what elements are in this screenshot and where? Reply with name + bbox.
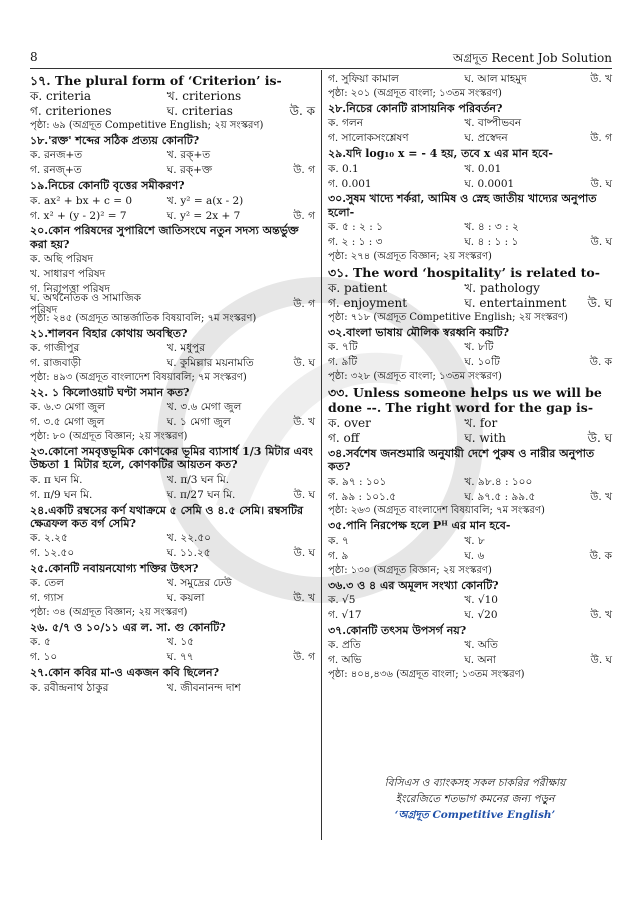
option: খ. criterions bbox=[166, 89, 242, 104]
option: খ. রক্+ত bbox=[166, 149, 211, 162]
answer-key: উ. ঘ bbox=[293, 357, 315, 370]
option-row bbox=[30, 650, 315, 665]
source-reference: পৃষ্ঠা: ৭১৮ (অগ্রদূত Competitive English; ২য় সংস্করণ) bbox=[328, 311, 568, 323]
question-text: ২২. ১ কিলোওয়াট ঘণ্টা সমান কত? bbox=[30, 385, 190, 399]
option: ঘ. entertainment bbox=[464, 296, 567, 311]
option: খ. জীবনানন্দ দাশ bbox=[166, 681, 241, 694]
option: ক. ৬.৩ মেগা জুল bbox=[30, 401, 105, 414]
question-text: ২৮.নিচের কোনটি রাসায়নিক পরিবর্তন? bbox=[328, 102, 503, 115]
question-text: ২৪.একটি রম্বসের কর্ণ যথাক্রমে ৫ সেমি ও ৪.৫ সেমি। রম্বসটির ক্ষেত্রফল কত বর্গ সেমি? bbox=[30, 503, 304, 530]
option: খ. মধুপুর bbox=[166, 342, 205, 355]
question-text: ৩৭.কোনটি তৎসম উপসর্গ নয়? bbox=[328, 623, 467, 637]
question-text: ১৭. The plural form of ‘Criterion’ is- bbox=[30, 73, 282, 88]
question-text: ২১.শালবন বিহার কোথায় অবস্থিত? bbox=[30, 326, 188, 340]
option-row bbox=[328, 131, 612, 146]
answer-key: উ. গ bbox=[293, 209, 315, 222]
option: ঘ. ১ মেগা জুল bbox=[166, 416, 231, 429]
book-promo bbox=[360, 776, 590, 823]
answer-key: উ. ঘ bbox=[587, 431, 612, 446]
source-reference: পৃষ্ঠা: ২৪৫ (অগ্রদূত আন্তর্জাতিক বিষয়াবলি; ৭ম সংস্করণ) bbox=[30, 312, 257, 324]
option-row bbox=[30, 488, 315, 503]
question-block bbox=[328, 385, 612, 446]
question-block bbox=[30, 327, 315, 384]
option: খ. ২২.৫০ bbox=[166, 532, 211, 545]
question-block bbox=[30, 504, 315, 561]
option: খ. বাষ্পীভবন bbox=[464, 117, 522, 130]
option-row bbox=[328, 431, 612, 446]
option: গ. ২ : ১ : ৩ bbox=[328, 235, 383, 248]
column-divider bbox=[321, 70, 322, 840]
option: ঘ. আল মাহমুদ bbox=[464, 73, 527, 86]
option: গ. criteriones bbox=[30, 104, 112, 119]
option: খ. π/3 ঘন মি. bbox=[166, 473, 230, 486]
option: ক. ax² + bx + c = 0 bbox=[30, 194, 133, 207]
option: ক. রনজ+ত bbox=[30, 149, 83, 162]
option-row bbox=[30, 291, 315, 317]
option-row bbox=[328, 281, 612, 296]
option-row bbox=[30, 576, 315, 591]
option: গ. ১২.৫০ bbox=[30, 547, 75, 560]
option: খ. y² = a(x - 2) bbox=[166, 194, 244, 207]
option: খ. সমুদ্রের ঢেউ bbox=[166, 577, 232, 590]
source-reference: পৃষ্ঠা: ১৩০ (অগ্রদূত বিজ্ঞান; ২য় সংস্করণ) bbox=[328, 564, 492, 576]
question-block bbox=[30, 445, 315, 502]
option: খ. ৪ : ৩ : ২ bbox=[464, 220, 519, 233]
answer-key: উ. ঘ bbox=[590, 177, 612, 190]
option-row bbox=[30, 104, 315, 119]
option: ঘ. ৬ bbox=[464, 549, 485, 562]
option-row bbox=[328, 489, 612, 504]
option: খ. ১৫ bbox=[166, 636, 194, 649]
promo-line-1: বিসিএস ও ব্যাংকসহ সকল চাকরির পরীক্ষায় bbox=[384, 777, 566, 789]
source-reference: পৃষ্ঠা: ২৭৪ (অগ্রদূত বিজ্ঞান; ২য় সংস্করণ) bbox=[328, 250, 492, 262]
option: ক. 0.1 bbox=[328, 162, 359, 175]
option: গ. সালোকসংশ্লেষণ bbox=[328, 132, 409, 145]
option: গ. off bbox=[328, 431, 360, 446]
answer-key: উ. খ bbox=[590, 608, 612, 621]
option: গ. π/9 ঘন মি. bbox=[30, 488, 93, 501]
option: ঘ. criterias bbox=[166, 104, 233, 119]
option-line: খ. সাধারণ পরিষদ bbox=[30, 267, 106, 280]
question-text: ১৮.'রক্ত' শব্দের সঠিক প্রত্যয় কোনটি? bbox=[30, 134, 200, 147]
option: ক. প্রতি bbox=[328, 639, 361, 652]
option: গ. ৯ bbox=[328, 549, 349, 562]
answer-key: উ. ক bbox=[289, 104, 315, 119]
option: খ. for bbox=[464, 416, 498, 431]
answer-key: উ. ক bbox=[589, 549, 612, 562]
option: খ. ৮টি bbox=[464, 341, 494, 354]
answer-key: উ. ক bbox=[589, 356, 612, 369]
option-row bbox=[328, 161, 612, 176]
source-reference: পৃষ্ঠা: ৩৪ (অগ্রদূত বিজ্ঞান; ২য় সংস্করণ) bbox=[30, 607, 188, 619]
option-row bbox=[30, 415, 315, 430]
option-row bbox=[30, 148, 315, 163]
option-row bbox=[328, 220, 612, 235]
source-reference: পৃষ্ঠা: ৩২৮ (অগ্রদূত বাংলা; ১৩তম সংস্করণ) bbox=[328, 370, 502, 382]
option: ঘ. π/27 ঘন মি. bbox=[166, 488, 236, 501]
option-row bbox=[328, 608, 612, 623]
option-line: গ. নিরাপত্তা পরিষদ bbox=[30, 282, 110, 295]
option: ঘ. কয়লা bbox=[166, 592, 205, 605]
question-block bbox=[30, 666, 315, 695]
option: ঘ. ৯৭.৫ : ৯৯.৫ bbox=[464, 490, 536, 503]
answer-key: উ. ঘ bbox=[590, 654, 612, 667]
question-text: ৩২.বাংলা ভাষায় মৌলিক স্বরধ্বনি কয়টি? bbox=[328, 325, 510, 339]
option: ঘ. অর্থনৈতিক ও সামাজিক পরিষদ bbox=[30, 291, 141, 317]
option: ক. π ঘন মি. bbox=[30, 473, 83, 486]
option: খ. pathology bbox=[464, 281, 540, 296]
answer-key: উ. গ bbox=[293, 651, 315, 664]
right-column bbox=[328, 72, 612, 683]
option-row bbox=[328, 653, 612, 668]
option: ক. ৭টি bbox=[328, 341, 358, 354]
answer-key: উ. ঘ bbox=[590, 235, 612, 248]
option: ঘ. ১১.২৫ bbox=[166, 547, 211, 560]
option-row bbox=[328, 534, 612, 549]
question-block bbox=[328, 192, 612, 262]
option-row bbox=[328, 116, 612, 131]
option: গ. ৯৯ : ১০১.৫ bbox=[328, 490, 397, 503]
option: ঘ. y² = 2x + 7 bbox=[166, 209, 241, 222]
question-block bbox=[328, 72, 612, 100]
question-block bbox=[30, 621, 315, 665]
promo-line-2: ইংরেজিতে শতভাগ কমনের জন্য পড়ুন bbox=[395, 792, 555, 805]
option: গ. √17 bbox=[328, 608, 362, 621]
option: খ. অতি bbox=[464, 639, 498, 652]
option: খ. ৩.৬ মেগা জুল bbox=[166, 401, 242, 414]
question-block bbox=[30, 73, 315, 132]
option: গ. enjoyment bbox=[328, 296, 408, 311]
option: ক. √5 bbox=[328, 593, 356, 606]
option: ক. তেল bbox=[30, 577, 64, 590]
option-row bbox=[30, 531, 315, 546]
option-row bbox=[30, 473, 315, 488]
question-text: ২৩.কোনো সমবৃত্তভূমিক কোণকের ভূমির ব্যাসার্ধ 1/3 মিটার এবং উচ্চতা 1 মিটার হলে, কোণকটির আয়তন কত? bbox=[30, 445, 313, 472]
page-header bbox=[30, 48, 612, 69]
question-text: ২৬. ৫/৭ ও ১০/১১ এর ল. সা. গু কোনটি? bbox=[30, 621, 226, 635]
answer-key: উ. ঘ bbox=[587, 296, 612, 311]
source-reference: পৃষ্ঠা: ৮০ (অগ্রদূত বিজ্ঞান; ২য় সংস্করণ) bbox=[30, 431, 188, 443]
question-text: ৩০.সুষম খাদ্যে শর্করা, আমিষ ও স্নেহ জাতীয় খাদ্যের অনুপাত হলো- bbox=[328, 192, 597, 219]
option-row bbox=[328, 593, 612, 608]
option: খ. √10 bbox=[464, 593, 498, 606]
question-text: ২০.কোন পরিষদের সুপারিশে জাতিসংঘে নতুন সদস্য অন্তর্ভুক্ত করা হয়? bbox=[30, 224, 299, 251]
question-text: ৩৬.৩ ও ৪ এর অমূলদ সংখ্যা কোনটি? bbox=[328, 578, 499, 592]
option: খ. ৯৮.৪ : ১০০ bbox=[464, 475, 533, 488]
source-reference: পৃষ্ঠা: ৬৯ (অগ্রদূত Competitive English; ২য় সংস্করণ) bbox=[30, 120, 264, 131]
answer-key: উ. খ bbox=[293, 592, 315, 605]
question-block bbox=[328, 102, 612, 146]
option-row bbox=[30, 89, 315, 104]
source-reference: পৃষ্ঠা: ৪৯৩ (অগ্রদূত বাংলাদেশ বিষয়াবলি; ৭ম সংস্করণ) bbox=[30, 371, 247, 383]
question-block bbox=[328, 147, 612, 191]
option-row bbox=[328, 549, 612, 564]
option: ঘ. ৪ : ১ : ১ bbox=[464, 235, 519, 248]
left-column bbox=[30, 72, 315, 696]
option-row bbox=[328, 355, 612, 370]
option-row bbox=[328, 176, 612, 191]
option-row bbox=[328, 340, 612, 355]
option: গ. ৯টি bbox=[328, 356, 358, 369]
option: ঘ. রক্+ক্ত bbox=[166, 164, 213, 177]
question-block bbox=[30, 386, 315, 443]
answer-key: উ. গ bbox=[590, 132, 612, 145]
question-text: ৩১. The word ‘hospitality’ is related to- bbox=[328, 264, 600, 280]
option-row bbox=[328, 638, 612, 653]
question-text: ১৯.নিচের কোনটি বৃত্তের সমীকরণ? bbox=[30, 179, 185, 193]
option-row bbox=[30, 680, 315, 695]
question-block bbox=[328, 624, 612, 681]
question-text: ২৭.কোন কবির মা-ও একজন কবি ছিলেন? bbox=[30, 666, 220, 680]
option-line: ক. অছি পরিষদ bbox=[30, 252, 94, 265]
option-row bbox=[328, 416, 612, 431]
question-block bbox=[328, 326, 612, 383]
option: ক. ২.২৫ bbox=[30, 532, 68, 545]
option: গ. সুফিয়া কামাল bbox=[328, 73, 399, 86]
option-row bbox=[30, 163, 315, 178]
option-row bbox=[30, 591, 315, 606]
option-row bbox=[30, 193, 315, 208]
answer-key: উ. ঘ bbox=[293, 488, 315, 501]
promo-line-3: ‘অগ্রদূত Competitive English’ bbox=[394, 808, 556, 821]
answer-key: উ. গ bbox=[293, 164, 315, 177]
question-block bbox=[328, 265, 612, 324]
option: গ. অভি bbox=[328, 654, 362, 667]
option-row bbox=[30, 635, 315, 650]
option: ক. গলন bbox=[328, 117, 363, 130]
question-block bbox=[30, 179, 315, 223]
option: গ. রাজবাড়ী bbox=[30, 357, 82, 370]
source-reference: পৃষ্ঠা: ২৬৩ (অগ্রদূত বাংলাদেশ বিষয়াবলি; ৭ম সংস্করণ) bbox=[328, 505, 545, 517]
option-row bbox=[328, 474, 612, 489]
question-text: ৩৩. Unless someone helps us we will be done --. The right word for the gap is- bbox=[328, 384, 602, 415]
option: ক. ৭ bbox=[328, 534, 349, 547]
answer-key: উ. খ bbox=[590, 490, 612, 503]
question-block bbox=[30, 562, 315, 619]
option: ক. রবীন্দ্রনাথ ঠাকুর bbox=[30, 681, 109, 694]
question-block bbox=[30, 134, 315, 178]
answer-key: উ. ঘ bbox=[293, 547, 315, 560]
running-title: অগ্রদূত Recent Job Solution bbox=[453, 51, 612, 65]
option: ঘ. ৭৭ bbox=[166, 651, 194, 664]
option-row bbox=[328, 296, 612, 311]
option: ক. over bbox=[328, 416, 371, 431]
question-text: ৩৫.পানি নিরপেক্ষ হলে Pᴴ এর মান হবে- bbox=[328, 519, 511, 533]
option: গ. গ্যাস bbox=[30, 592, 64, 605]
option: গ. রনজ্+ত bbox=[30, 164, 82, 177]
option: গ. 0.001 bbox=[328, 177, 372, 190]
option-row bbox=[328, 72, 612, 87]
option: ক. ৯৭ : ১০১ bbox=[328, 475, 387, 488]
question-block bbox=[328, 519, 612, 576]
option-row bbox=[30, 546, 315, 561]
option-row bbox=[30, 208, 315, 223]
question-text: ২৫.কোনটি নবায়নযোগ্য শক্তির উৎস? bbox=[30, 561, 199, 575]
option-row bbox=[30, 341, 315, 356]
option: ঘ. প্রস্বেদন bbox=[464, 132, 508, 145]
option: গ. ৩.৫ মেগা জুল bbox=[30, 416, 105, 429]
option: ক. ৫ bbox=[30, 636, 51, 649]
option: খ. ৮ bbox=[464, 534, 485, 547]
source-reference: পৃষ্ঠা: ৪০৪,৪৩৬ (অগ্রদূত বাংলা; ১৩তম সংস্করণ) bbox=[328, 668, 525, 680]
question-text: ২৯.যদি log₁₀ x = - 4 হয়, তবে x এর মান হবে- bbox=[328, 147, 553, 161]
answer-key: উ. গ bbox=[293, 297, 315, 310]
option: গ. ১০ bbox=[30, 651, 58, 664]
page-number: 8 bbox=[30, 50, 38, 64]
option: ক. গাজীপুর bbox=[30, 342, 80, 355]
option: ঘ. অনা bbox=[464, 654, 496, 667]
option: ক. criteria bbox=[30, 89, 91, 104]
option: ক. ৫ : ২ : ১ bbox=[328, 220, 383, 233]
option-row bbox=[30, 356, 315, 371]
answer-key: উ. খ bbox=[293, 416, 315, 429]
option: খ. 0.01 bbox=[464, 162, 502, 175]
option: গ. x² + (y - 2)² = 7 bbox=[30, 209, 127, 222]
question-block bbox=[328, 447, 612, 517]
option: ঘ. ১০টি bbox=[464, 356, 500, 369]
question-block bbox=[30, 224, 315, 324]
option-row bbox=[328, 235, 612, 250]
option: ঘ. with bbox=[464, 431, 507, 446]
option: ঘ. √20 bbox=[464, 608, 498, 621]
answer-key: উ. খ bbox=[590, 73, 612, 86]
option: ঘ. কুমিল্লার ময়নামতি bbox=[166, 357, 254, 370]
question-block bbox=[328, 579, 612, 623]
option: ক. patient bbox=[328, 281, 388, 296]
question-text: ৩৪.সর্বশেষ জনশুমারি অনুযায়ী দেশে পুরুষ ও নারীর অনুপাত কত? bbox=[328, 446, 595, 474]
option: ঘ. 0.0001 bbox=[464, 177, 515, 190]
source-reference: পৃষ্ঠা: ২০১ (অগ্রদূত বাংলা; ১৩তম সংস্করণ) bbox=[328, 88, 502, 99]
option-row bbox=[30, 400, 315, 415]
